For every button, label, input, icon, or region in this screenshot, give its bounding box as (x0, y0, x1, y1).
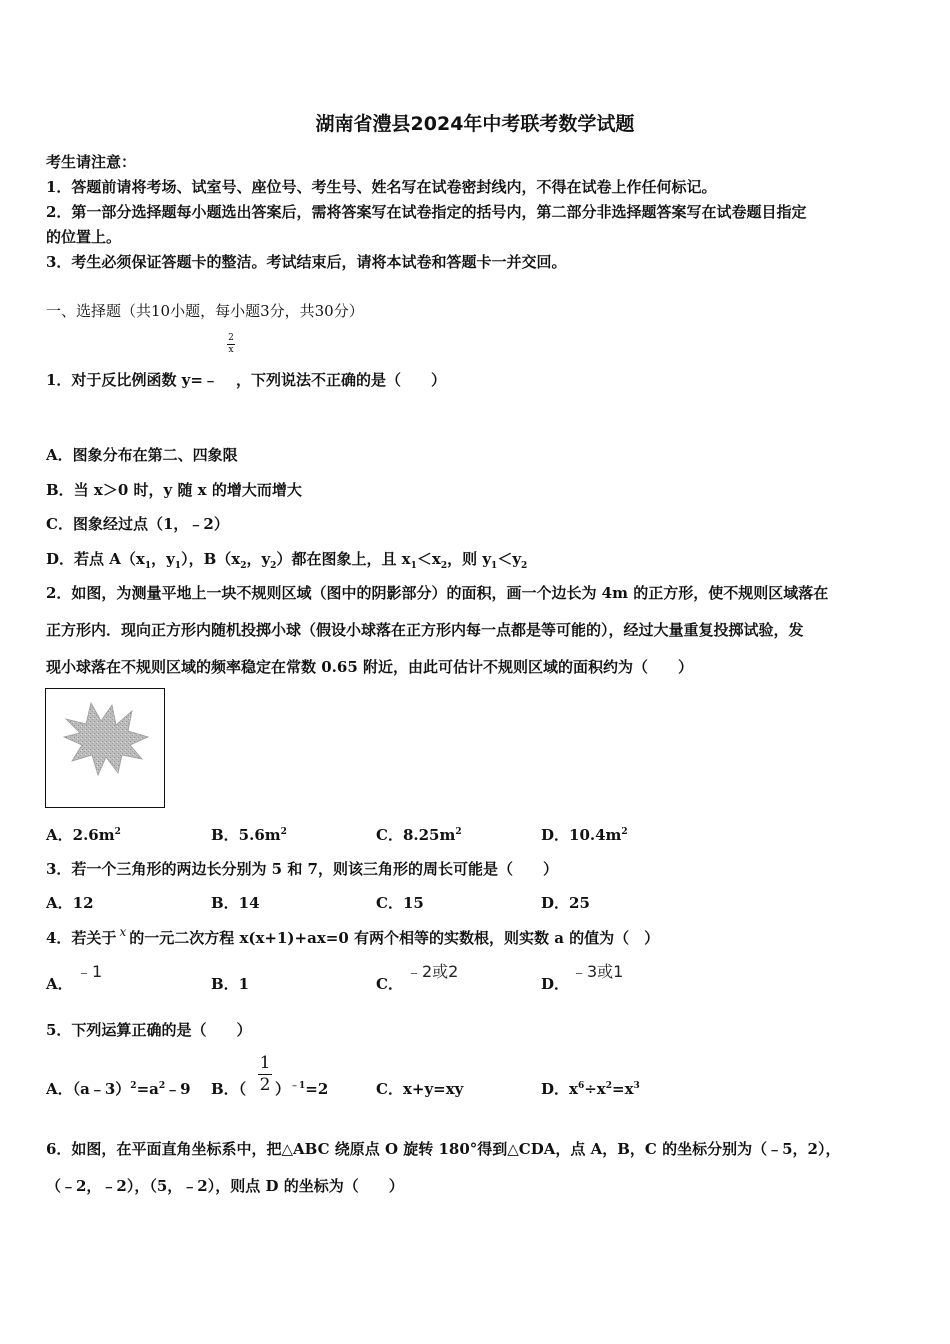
q5-option-a: A．$(a﹣3)^2=a^2﹣9$ (46, 1080, 191, 1098)
q1-option-a: A．图象分布在第二、四象限 (46, 446, 238, 464)
notice-item-3: 3．考生必须保证答题卡的整洁。考试结束后，请将本试卷和答题卡一并交回。 (46, 253, 567, 271)
q1-option-b: B．当 x＞0 时，y 随 x 的增大而增大 (46, 481, 302, 499)
q3-stem: 3．若一个三角形的两边长分别为 5 和 7，则该三角形的周长可能是（ ） (46, 860, 558, 878)
q2-option-d: D．$10.4m^2$ (541, 826, 628, 844)
q1-stem-before: 1．对于反比例函数 y=﹣ (46, 371, 218, 389)
q4-option-a-value: ﹣1 (76, 962, 103, 981)
q4-option-d-value: ﹣3或1 (571, 962, 624, 981)
q3-option-d: D．25 (541, 894, 590, 912)
q3-option-b: B．14 (211, 894, 260, 912)
q6-line-1: 6．如图，在平面直角坐标系中，把△ABC 绕原点 O 旋转 180°得到△CDA，点 A，B，C 的坐标分别为（﹣5，2）， (46, 1140, 841, 1158)
q2-option-a: A．$2.6m^2$ (46, 826, 121, 844)
q5-option-b-fraction (256, 1055, 274, 1094)
q4-variable: x (119, 925, 127, 939)
q1-fraction (225, 334, 237, 355)
q1-frac-num: 2 (228, 333, 234, 343)
notice-heading: 考生请注意： (46, 153, 137, 171)
q1-option-c: C．图象经过点（1，﹣2） (46, 515, 229, 533)
irregular-region-figure (46, 689, 164, 807)
q4-option-c-value: ﹣2或2 (406, 962, 459, 981)
q2-option-b: B．$5.6m^2$ (211, 826, 287, 844)
q5-option-b-label: B．（ (211, 1080, 247, 1098)
q5-frac-den: 2 (259, 1075, 271, 1095)
q1-stem-after: ，下列说法不正确的是（ ） (235, 371, 446, 389)
notice-item-2: 2．第一部分选择题每小题选出答案后，需将答案写在试卷指定的括号内，第二部分非选择题答案写在试卷题目指定 (46, 203, 807, 221)
q1-stem (46, 371, 446, 389)
notice-item-1: 1．答题前请将考场、试室号、座位号、考生号、姓名写在试卷密封线内，不得在试卷上作任何标记。 (46, 178, 717, 196)
q5-option-d: D．$x^6\div x^2=x^3$ (541, 1080, 640, 1098)
irregular-shaded-region (64, 703, 148, 775)
q3-option-c: C．15 (376, 894, 424, 912)
section-heading: 一、选择题（共10小题，每小题3分，共30分） (46, 302, 364, 320)
page-title: 湖南省澧县2024年中考联考数学试题 (315, 113, 635, 135)
q2-option-c: C．$8.25m^2$ (376, 826, 462, 844)
q2-line-2: 正方形内．现向正方形内随机投掷小球（假设小球落在正方形内每一点都是等可能的），经过大量重复投掷试验，发 (46, 621, 804, 639)
q4-option-d-label: D． (541, 975, 570, 993)
q2-figure (45, 688, 165, 808)
q1-option-d: D．若点 $A(x_1$，$y_1$），$B(x_2$，$y_2$）都在图象上，且 $x_1<x_2$，则 $y_1<y_2$ (46, 550, 528, 571)
q4-option-c-label: C． (376, 975, 403, 993)
q4-option-b: B．1 (211, 975, 250, 993)
q3-option-a: A．12 (46, 894, 94, 912)
q4-stem: 4．若关于 $^x$ 的一元二次方程 x(x+1)+ax=0 有两个相等的实数根，则实数 a 的值为（ ） (46, 925, 660, 947)
notice-item-2-cont: 的位置上。 (46, 228, 122, 246)
q5-option-c: C．x+y=xy (376, 1080, 464, 1098)
q4-option-a-label: A． (46, 975, 73, 993)
q2-line-3: 现小球落在不规则区域的频率稳定在常数 0.65 附近，由此可估计不规则区域的面积约为（ ） (46, 658, 693, 676)
q6-line-2: （﹣2，﹣2），（5，﹣2），则点 D 的坐标为（ ） (46, 1177, 404, 1195)
q1-frac-den: x (228, 345, 234, 355)
q5-frac-num: 1 (259, 1053, 271, 1073)
q2-line-1: 2．如图，为测量平地上一块不规则区域（图中的阴影部分）的面积，画一个边长为 4m 的正方形，使不规则区域落在 (46, 584, 829, 602)
q5-stem: 5．下列运算正确的是（ ） (46, 1021, 252, 1039)
q5-option-b-rest: ）$^{﹣1}$=2 (275, 1080, 329, 1098)
